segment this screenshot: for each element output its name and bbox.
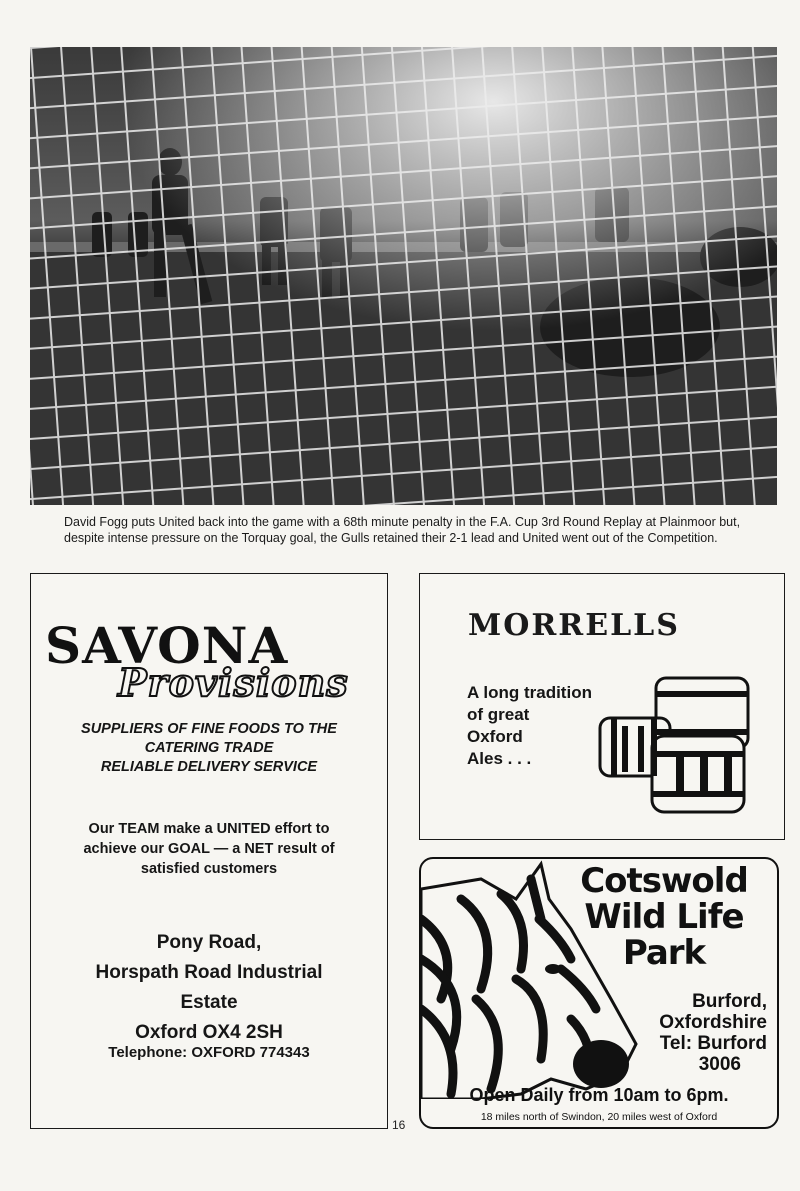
cotswold-location bbox=[659, 991, 767, 1075]
savona-advert bbox=[30, 573, 388, 1129]
savona-tagline bbox=[31, 720, 387, 777]
morrells-name: MORRELLS bbox=[468, 608, 680, 643]
blurb-line: satisfied customers bbox=[140, 861, 278, 877]
tagline-line: CATERING TRADE bbox=[144, 740, 274, 756]
morrells-text bbox=[467, 682, 592, 770]
location-line: Tel: Burford bbox=[659, 1033, 767, 1054]
blurb-line: achieve our GOAL — a NET result of bbox=[83, 841, 335, 857]
cotswold-distance: 18 miles north of Swindon, 20 miles west of Oxford bbox=[480, 1111, 718, 1123]
title-line: Park bbox=[622, 933, 706, 973]
morrells-advert bbox=[419, 573, 785, 840]
morrells-line: A long tradition bbox=[467, 683, 592, 702]
morrells-line: of great bbox=[467, 705, 530, 724]
savona-telephone: Telephone: OXFORD 774343 bbox=[108, 1044, 310, 1061]
savona-address bbox=[31, 928, 387, 1048]
cotswold-hours: Open Daily from 10am to 6pm. bbox=[469, 1085, 729, 1105]
location-line: Oxfordshire bbox=[659, 1012, 767, 1033]
cotswold-title bbox=[553, 863, 775, 971]
morrells-line: Oxford bbox=[467, 727, 523, 746]
location-line: Burford, bbox=[692, 991, 767, 1012]
address-line: Pony Road, bbox=[156, 932, 262, 953]
address-line: Horspath Road Industrial bbox=[95, 962, 323, 983]
tagline-line: RELIABLE DELIVERY SERVICE bbox=[100, 759, 318, 775]
savona-name: SAVONA bbox=[45, 616, 289, 675]
match-photo bbox=[30, 47, 777, 505]
page-number: 16 bbox=[392, 1118, 406, 1132]
cotswold-advert bbox=[419, 857, 779, 1129]
blurb-line: Our TEAM make a UNITED effort to bbox=[88, 821, 330, 837]
address-line: Estate bbox=[180, 992, 238, 1013]
address-line: Oxford OX4 2SH bbox=[135, 1022, 283, 1043]
title-line: Wild Life bbox=[584, 897, 744, 937]
barrels-icon bbox=[596, 676, 756, 816]
savona-blurb bbox=[31, 819, 387, 879]
tagline-line: SUPPLIERS OF FINE FOODS TO THE bbox=[81, 721, 337, 737]
savona-subname: Provisions bbox=[118, 660, 349, 705]
title-line: Cotswold bbox=[580, 861, 748, 901]
location-line: 3006 bbox=[698, 1054, 741, 1075]
morrells-line: Ales . . . bbox=[467, 749, 532, 768]
photo-caption: David Fogg puts United back into the game with a 68th minute penalty in the F.A. Cup 3rd Round Replay at Plainmoor but, despite intense pressure on the Torquay goal, the Gulls retained their 2-1 lead and United went out of the Competition. bbox=[64, 515, 741, 545]
savona-logo bbox=[43, 612, 383, 705]
